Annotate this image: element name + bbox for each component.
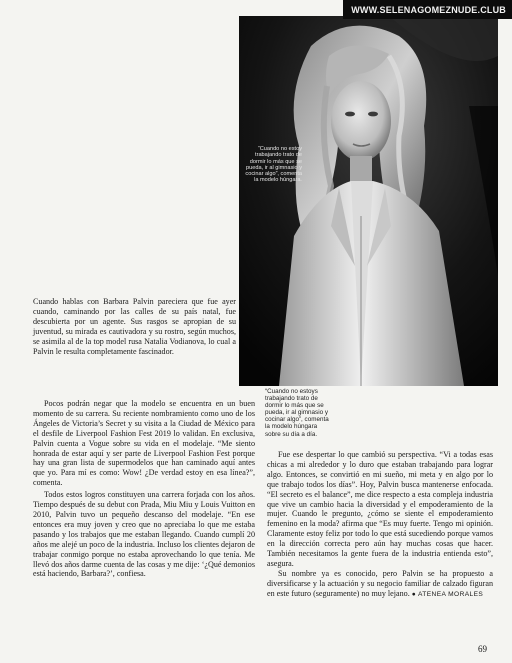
intro-paragraph: Cuando hablas con Barbara Palvin pareciera que fue ayer cuando, caminando por las calles de su país natal, fue descubierta por un agente. Sus rasgos se apropian de su juventud, su mirada es cautivadora y su rostro, según muchos, se asimila al de la top model rusa Natalia Vodianova, lo cual a Palvin le resulta completamente fascinador. xyxy=(33,297,236,356)
article-intro xyxy=(33,297,236,356)
future-text: Su nombre ya es conocido, pero Palvin se ha propuesto a diversificarse y la actuación y su negocio familiar de calzado figuran en este futuro (seguramente) no muy lejano. xyxy=(267,568,493,598)
paragraph-perspective: Fue ese despertar lo que cambió su perspectiva. “Vi a todas esas chicas a mi alrededor y lo duro que estaban trabajando para lograr algo. Entonces, se convirtió en mi sueño, mi meta y en algo por lo que trabajo todos los días”. Hoy, Palvin busca mantenerse enfocada. “El secreto es el balance”, me dice respecto a esta compleja industria que vive un cambio hacia la diversidad y el empoderamiento de la mujer. Cuando le pregunto, ¿cómo se siente el empoderamiento femenino en la moda? afirma que “Es muy fuerte. Tengo mi opinión. Claramente estoy feliz por todo lo que está sucediendo porque vamos en la dirección correcta pero aún hay muchas cosas que hacer. También necesitamos la gente fuera de la industria entienda esto”, asegura. xyxy=(267,450,493,568)
portrait-illustration xyxy=(239,16,498,386)
photo-caption: “Cuando no estoy trabajando trato de dormir lo más que se pueda, ir al gimnasio y cocinar algo”, comenta la modelo húngara. xyxy=(245,146,302,184)
paragraph-achievements: Todos estos logros constituyen una carrera forjada con los años. Tiempo después de su debut con Prada, Miu Miu y Louis Vuitton en 2010, Palvin tuvo un pequeño descanso del modelaje. “En ese entonces era muy joven y creo que no apreciaba lo que me estaba pasando y los trabajos que me estaban llegando. Cuando cumplí 20 años me alejé un poco de la industria. Incluso los clientes dejaron de trabajar conmigo porque no estaba aprovechando lo que tenía. Me llevó dos años darme cuenta de las cosas y me dije: ‘¿Qué demonios está haciendo, Barbara?’, confiesa. xyxy=(33,490,255,579)
watermark-banner: WWW.SELENAGOMEZNUDE.CLUB xyxy=(343,0,512,19)
side-caption: “Cuando no estoys trabajando trato de dormir lo más que se pueda, ir al gimnasio y cocinar algo”, comenta la modelo húngara sobre su día a día. xyxy=(265,388,329,438)
portrait-photo xyxy=(239,16,498,386)
article-column-left xyxy=(33,399,255,579)
paragraph-career: Pocos podrán negar que la modelo se encuentra en un buen momento de su carrera. Su reciente nombramiento como uno de los Ángeles de Victoria’s Secret y su visita a la Ciudad de México para el desfile de Liverpool Fashion Fest 2019 lo validan. En exclusiva, Palvin cuenta a Vogue sobre su vida en el modelaje. “Me siento honrada de estar aquí y ser parte de Liverpool Fashion Fest porque hay una gran lista de supermodelos que han caminado aquí antes que yo. Para mí es como: Wow! ¿De verdad estoy en esa línea?”, comenta. xyxy=(33,399,255,488)
paragraph-future xyxy=(267,569,493,600)
author-byline: ● ATENEA MORALES xyxy=(411,590,484,598)
page-number: 69 xyxy=(478,644,487,654)
article-column-right xyxy=(267,450,493,600)
